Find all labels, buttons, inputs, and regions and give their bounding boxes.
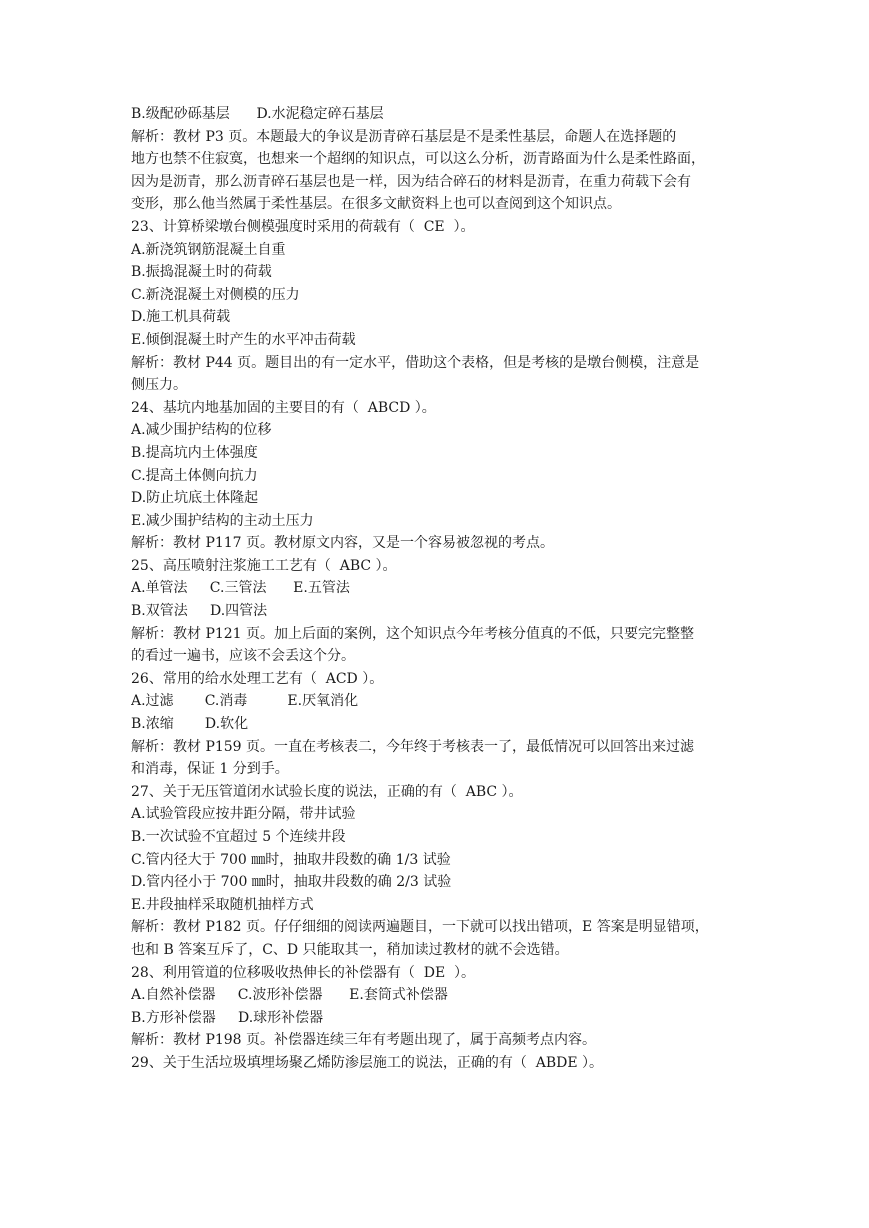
option-line: A.单管法 C.三管法 E.五管法 [131, 580, 350, 597]
option-line: D.防止坑底土体隆起 [131, 490, 259, 507]
text-line: 变形，那么他当然属于柔性基层。在很多文献资料上也可以查阅到这个知识点。 [131, 196, 621, 213]
analysis-line: 解析：教材 P159 页。一直在考核表二，今年终于考核表一了，最低情况可以回答出来过滤 [131, 738, 695, 755]
option-line: B.浓缩 D.软化 [131, 716, 249, 733]
analysis-line: 解析：教材 P117 页。教材原文内容，又是一个容易被忽视的考点。 [131, 535, 555, 552]
question-26: 26、常用的给水处理工艺有（ ACD ）。 [131, 670, 384, 687]
option-line: C.管内径大于 700 ㎜时，抽取井段数的确 1/3 试验 [131, 851, 451, 868]
question-28: 28、利用管道的位移吸收热伸长的补偿器有（ DE ）。 [131, 964, 476, 981]
question-25: 25、高压喷射注浆施工工艺有（ ABC ）。 [131, 557, 397, 574]
option-line: E.井段抽样采取随机抽样方式 [131, 896, 314, 913]
question-29: 29、关于生活垃圾填埋场聚乙烯防渗层施工的说法，正确的有（ ABDE ）。 [131, 1054, 604, 1071]
option-line: E.倾倒混凝土时产生的水平冲击荷载 [131, 331, 356, 348]
option-line: B.振捣混凝土时的荷载 [131, 264, 272, 281]
option-line: B.一次试验不宜超过 5 个连续井段 [131, 829, 346, 845]
option-line: D.管内径小于 700 ㎜时，抽取井段数的确 2/3 试验 [131, 874, 452, 891]
analysis-line: 也和 B 答案互斥了，C、D 只能取其一，稍加读过教材的就不会选错。 [131, 941, 569, 958]
analysis-line: 的看过一遍书，应该不会丢这个分。 [131, 648, 355, 665]
option-line: B.双管法 D.四管法 [131, 603, 268, 620]
analysis-line: 解析：教材 P44 页。题目出的有一定水平，借助这个表格，但是考核的是墩台侧模，注意是 [131, 354, 700, 371]
option-line: A.试验管段应按井距分隔，带井试验 [131, 806, 356, 823]
option-line: C.新浇混凝土对侧模的压力 [131, 286, 300, 303]
option-line: A.过滤 C.消毒 E.厌氧消化 [131, 693, 359, 710]
analysis-line: 和消毒，保证 1 分到手。 [131, 761, 289, 778]
option-line: E.减少围护结构的主动土压力 [131, 512, 314, 529]
analysis-line: 侧压力。 [131, 377, 187, 394]
option-line: B.提高坑内土体强度 [131, 444, 258, 461]
option-line: C.提高土体侧向抗力 [131, 467, 258, 484]
analysis-line: 解析：教材 P182 页。仔仔细细的阅读两遍题目，一下就可以找出错项，E 答案是明显错项， [131, 919, 709, 936]
question-27: 27、关于无压管道闭水试验长度的说法，正确的有（ ABC ）。 [131, 783, 523, 800]
analysis-line: 解析：教材 P121 页。加上后面的案例，这个知识点今年考核分值真的不低，只要完完整整 [131, 625, 695, 642]
question-24: 24、基坑内地基加固的主要目的有（ ABCD ）。 [131, 399, 436, 416]
option-line: A.减少围护结构的位移 [131, 422, 272, 439]
document-page [131, 103, 741, 1075]
text-line: 因为是沥青，那么沥青碎石基层也是一样，因为结合碎石的材料是沥青，在重力荷载下会有 [131, 173, 691, 190]
text-line: 地方也禁不住寂寞，也想来一个超纲的知识点，可以这么分析，沥青路面为什么是柔性路面， [131, 151, 705, 168]
text-line: 解析：教材 P3 页。本题最大的争议是沥青碎石基层是不是柔性基层，命题人在选择题的 [131, 128, 677, 145]
option-line: D.施工机具荷载 [131, 309, 231, 326]
option-line: A.自然补偿器 C.波形补偿器 E.套筒式补偿器 [131, 987, 448, 1004]
text-line: B.级配砂砾基层 D.水泥稳定碎石基层 [131, 106, 384, 122]
option-line: A.新浇筑钢筋混凝土自重 [131, 241, 286, 258]
analysis-line: 解析：教材 P198 页。补偿器连续三年有考题出现了，属于高频考点内容。 [131, 1032, 597, 1049]
option-line: B.方形补偿器 D.球形补偿器 [131, 1009, 324, 1026]
question-23: 23、计算桥梁墩台侧模强度时采用的荷载有（ CE ）。 [131, 218, 475, 235]
